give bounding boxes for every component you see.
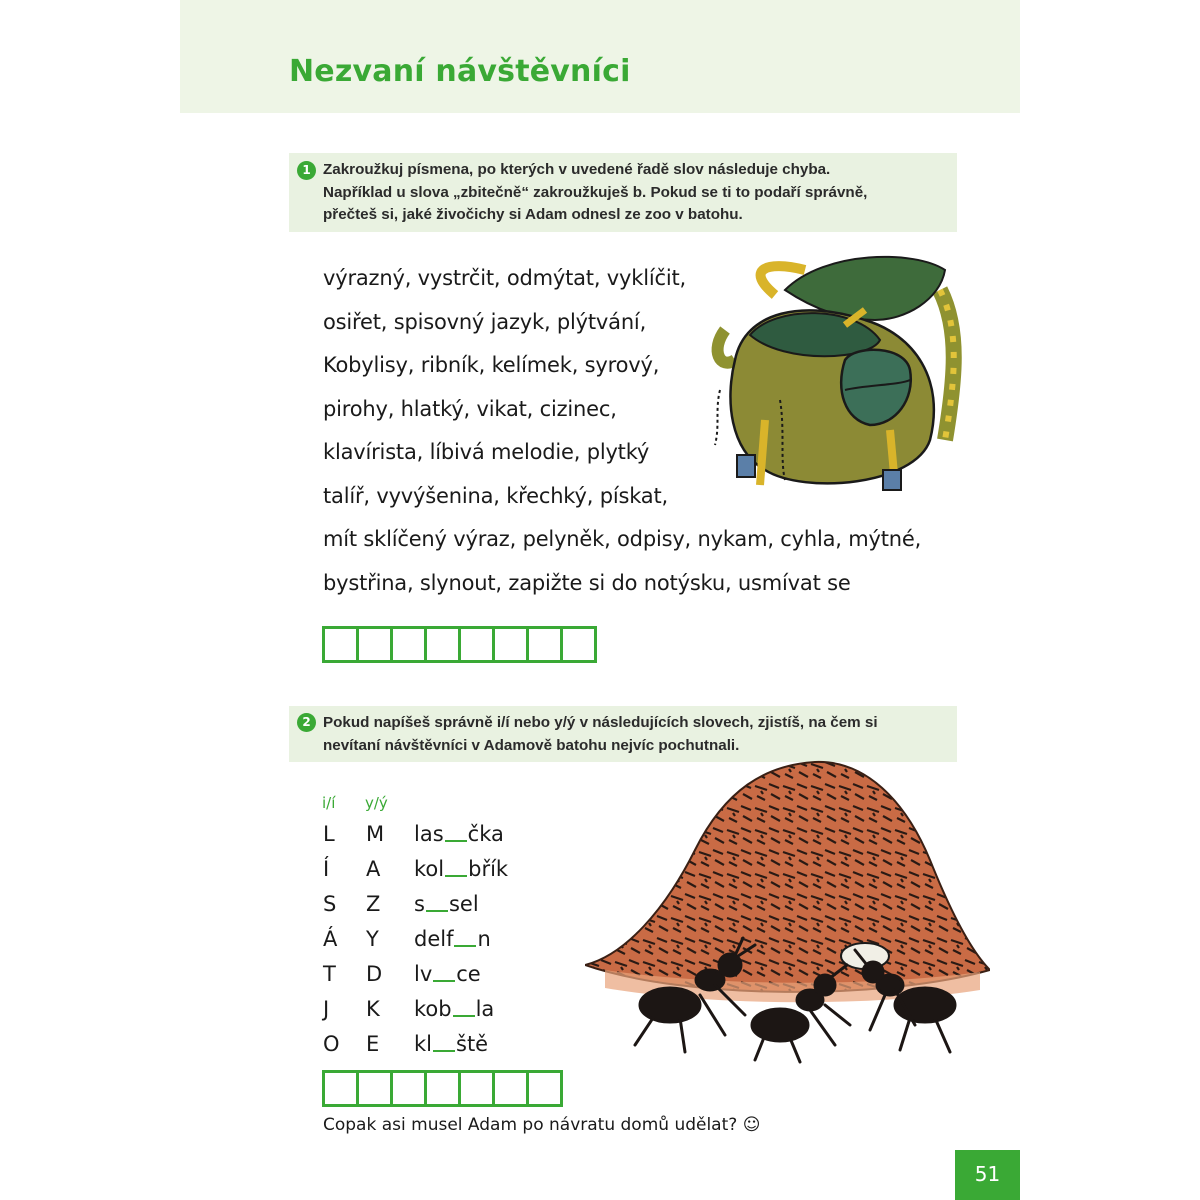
page-title: Nezvaní návštěvníci [289, 54, 631, 89]
answer-box[interactable] [424, 626, 461, 663]
backpack-illustration [705, 250, 975, 500]
answer-box[interactable] [526, 626, 563, 663]
anthill-with-ants-illustration [585, 760, 990, 1065]
answer-box[interactable] [458, 626, 495, 663]
word-line: mít sklíčený výraz, pelyněk, odpisy, nykam, cyhla, mýtné, [323, 527, 922, 551]
column-header-y: y/ý [365, 794, 388, 812]
word-line: klavírista, líbivá melodie, plytký [323, 440, 650, 464]
answer-box[interactable] [492, 626, 529, 663]
fill-word: kl ště [414, 1032, 489, 1056]
closing-question: Copak asi musel Adam po návratu domů udělat? ☺ [323, 1115, 761, 1135]
task1-instruction-line: přečteš si, jaké živočichy si Adam odnesl ze zoo v batohu. [323, 206, 743, 223]
blank-line[interactable] [445, 840, 467, 842]
blank-line[interactable] [445, 875, 467, 877]
blank-line[interactable] [454, 945, 476, 947]
fill-word: s sel [414, 892, 479, 916]
answer-box[interactable] [458, 1070, 495, 1107]
blank-line[interactable] [433, 980, 455, 982]
word-line: talíř, vyvýšenina, křechký, pískat, [323, 484, 668, 508]
letter-y: E [366, 1032, 380, 1056]
letter-i: Á [323, 927, 338, 951]
answer-box[interactable] [356, 1070, 393, 1107]
answer-box[interactable] [390, 626, 427, 663]
task2-number-badge: 2 [297, 713, 316, 732]
letter-i: J [323, 997, 330, 1021]
word-line: osiřet, spisovný jazyk, plýtvání, [323, 310, 647, 334]
letter-y: Y [366, 927, 379, 951]
blank-line[interactable] [453, 1015, 475, 1017]
letter-y: M [366, 822, 385, 846]
letter-y: K [366, 997, 380, 1021]
answer-box[interactable] [492, 1070, 529, 1107]
word-line: bystřina, slynout, zapižte si do notýsku, usmívat se [323, 571, 851, 595]
word-line: výrazný, vystrčit, odmýtat, vyklíčit, [323, 266, 686, 290]
task1-number-badge: 1 [297, 161, 316, 180]
answer-box[interactable] [424, 1070, 461, 1107]
letter-i: Í [323, 857, 330, 881]
task1-instruction [323, 159, 947, 227]
letter-y: D [366, 962, 383, 986]
fill-word: kob la [414, 997, 495, 1021]
task2-instruction-line: nevítaní návštěvníci v Adamově batohu nejvíc pochutnali. [323, 736, 740, 754]
answer-box[interactable] [322, 1070, 359, 1107]
answer-box[interactable] [356, 626, 393, 663]
page-number: 51 [955, 1150, 1020, 1200]
letter-i: L [323, 822, 335, 846]
letter-i: O [323, 1032, 340, 1056]
answer-box[interactable] [322, 626, 359, 663]
letter-i: T [323, 962, 336, 986]
task2-instruction [323, 712, 947, 757]
task2-instruction-line: Pokud napíšeš správně i/í nebo y/ý v následujících slovech, zjistíš, na čem si [323, 714, 878, 731]
answer-box[interactable] [390, 1070, 427, 1107]
blank-line[interactable] [433, 1050, 455, 1052]
word-line: Kobylisy, ribník, kelímek, syrový, [323, 353, 660, 377]
task2-instruction-box [289, 706, 957, 762]
letter-y: A [366, 857, 381, 881]
fill-word: delf n [414, 927, 491, 951]
task2-answer-boxes [322, 1070, 560, 1107]
letter-i: S [323, 892, 337, 916]
fill-word: kol břík [414, 857, 509, 881]
answer-box[interactable] [560, 626, 597, 663]
blank-line[interactable] [426, 910, 448, 912]
letter-y: Z [366, 892, 381, 916]
task1-answer-boxes [322, 626, 594, 663]
fill-word: las čka [414, 822, 504, 846]
word-line: pirohy, hlatký, vikat, cizinec, [323, 397, 617, 421]
answer-box[interactable] [526, 1070, 563, 1107]
task1-instruction-box [289, 153, 957, 232]
task1-instruction-line: Zakroužkuj písmena, po kterých v uvedené řadě slov následuje chyba. [323, 161, 831, 178]
task1-instruction-line: Například u slova „zbitečně“ zakroužkuješ b. Pokud se ti to podaří správně, [323, 183, 868, 201]
fill-word: lv ce [414, 962, 481, 986]
column-header-i: i/í [322, 794, 336, 812]
